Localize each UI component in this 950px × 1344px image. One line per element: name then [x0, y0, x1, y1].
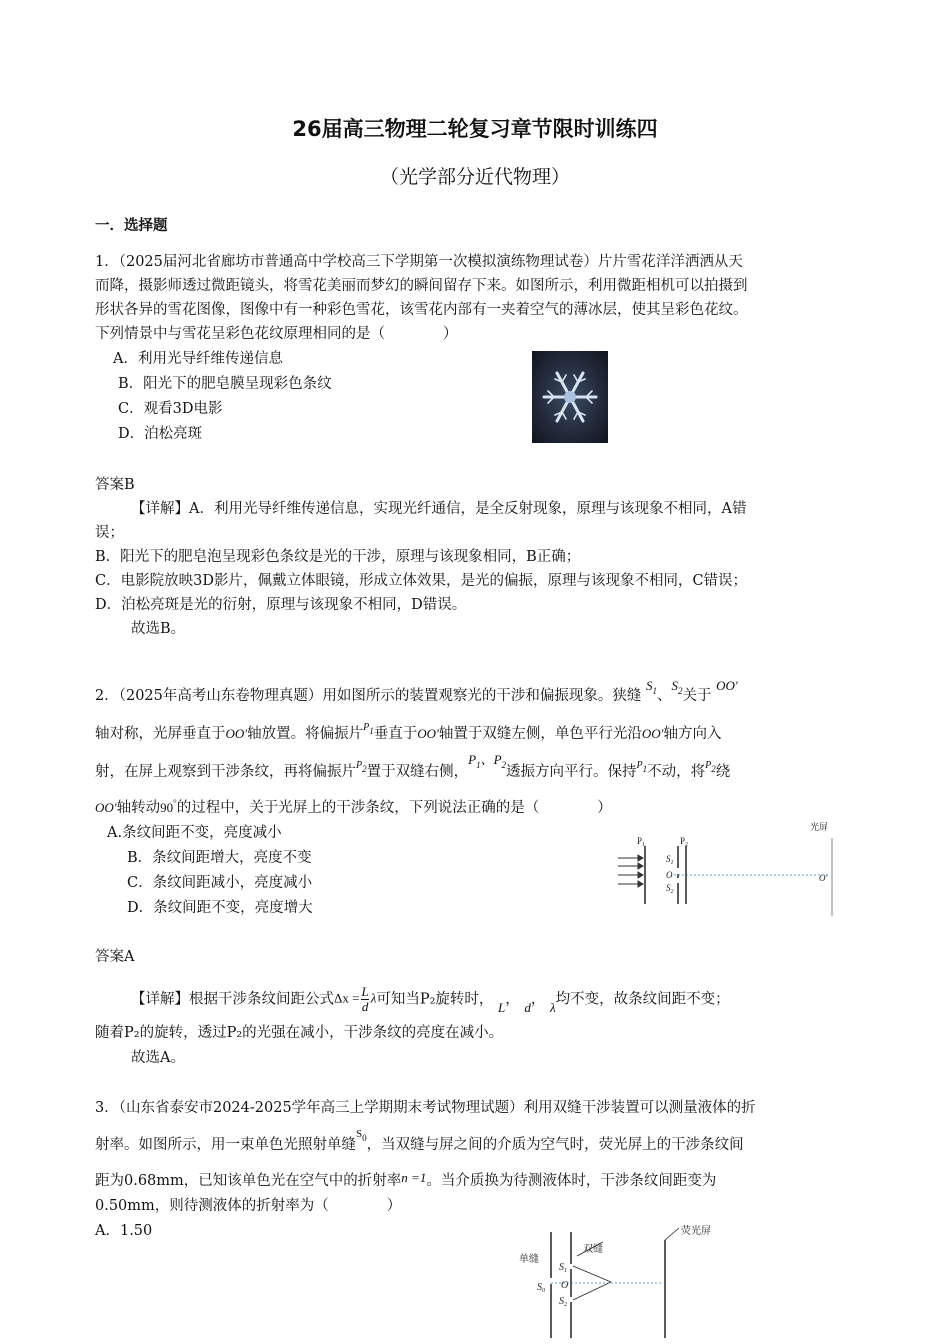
formula-lambda: λ [370, 990, 377, 1006]
double-slit-label: 双缝 [583, 1244, 603, 1255]
subscript: 1 [642, 764, 648, 774]
angle-value: 90 [160, 800, 174, 815]
symbol-s: S [645, 678, 653, 693]
symbol-oo: OO′ [95, 800, 117, 815]
s1-label: $S_1$ [666, 854, 674, 866]
symbol-p: P [493, 752, 502, 767]
section-heading: 一．选择题 [95, 218, 168, 234]
p2-label: $P_2$ [680, 836, 689, 848]
symbol-p: P [468, 752, 477, 767]
q2-option-d: D．条纹间距不变，亮度增大 [127, 900, 313, 916]
symbol-oo: OO′ [641, 726, 664, 741]
question-1 [95, 250, 748, 346]
symbol-oo: OO′ [417, 726, 439, 741]
text: 轴转动 [116, 800, 161, 816]
text: 距为0.68mm，已知该单色光在空气中的折射率 [95, 1173, 402, 1189]
page-title: 26届高三物理二轮复习章节限时训练四 [292, 117, 658, 141]
s2-label: $S_2$ [559, 1296, 567, 1308]
text: ，当双缝与屏之间的介质为空气时，荧光屏上的干涉条纹间 [366, 1137, 744, 1153]
q2-answer: 答案A [95, 949, 135, 965]
subscript: 1 [652, 686, 657, 696]
q2-line-1 [95, 678, 738, 709]
separator: ， [530, 991, 546, 1008]
snowflake-photo [532, 351, 608, 443]
var-l: L [498, 999, 506, 1015]
q3-line-3 [95, 1169, 716, 1193]
formula-n: n =1 [401, 1170, 427, 1185]
text: 垂直于 [373, 726, 418, 742]
symbol-p: P [356, 760, 363, 771]
o-label: O [666, 870, 673, 880]
separator: 、 [480, 752, 494, 767]
text: 2．（2025年高考山东卷物理真题）用如图所示的装置观察光的干涉和偏振现象。狭缝 [95, 688, 642, 704]
subscript: 2 [711, 764, 716, 774]
q1-line: 1．（2025届河北省廊坊市普通高中学校高三下学期第一次模拟演练物理试卷）片片雪花洋洋洒洒从天 [95, 254, 743, 270]
q1-line: 下列情景中与雪花呈彩色花纹原理相同的是（ ） [95, 326, 458, 342]
q1-answer: 答案B [95, 477, 135, 493]
o-label: O [561, 1280, 569, 1291]
q2-explain-1 [131, 985, 730, 1014]
symbol-s: S [671, 678, 678, 693]
q2-option-a: A.条纹间距不变，亮度减小 [107, 825, 282, 841]
q3-option-a: A．1.50 [95, 1223, 153, 1239]
page-subtitle: （光学部分近代物理） [379, 166, 570, 188]
text: 置于双缝右侧， [366, 764, 469, 780]
q2-explain-2: 随着P₂的旋转，透过P₂的光强在减小，干涉条纹的亮度在减小。 [95, 1025, 504, 1041]
o-prime-label: O′ [819, 873, 828, 883]
symbol-p: P [705, 760, 712, 771]
q2-line-4 [95, 796, 612, 821]
interference-polarizer-diagram [612, 818, 838, 918]
subscript: 2 [677, 686, 683, 696]
q1-options [113, 347, 332, 447]
formula [334, 985, 376, 1014]
text: 绕 [715, 764, 731, 780]
q1-option-d: D．泊松亮斑 [118, 426, 203, 442]
q2-option-b: B．条纹间距增大，亮度不变 [127, 850, 312, 866]
var-d: d [524, 999, 531, 1015]
q1-option-a: A．利用光导纤维传递信息 [113, 351, 283, 367]
s2-label: $S_2$ [666, 883, 674, 895]
subscript: 2 [362, 764, 367, 774]
degree-sign: ° [173, 798, 177, 808]
q2-options [107, 821, 313, 921]
subscript: 1 [369, 726, 374, 736]
screen-label: 光屏 [810, 822, 829, 832]
p1-label: $P_1$ [637, 836, 646, 848]
q1-explanation [95, 497, 747, 641]
q2-explain-3: 故选A。 [131, 1050, 185, 1066]
text: 轴对称，光屏垂直于 [95, 726, 226, 742]
q2-line-2 [95, 722, 721, 748]
text: 不动，将 [647, 764, 706, 780]
q2-line-3 [95, 752, 731, 786]
formula-l: L [361, 984, 369, 999]
symbol-s: S [356, 1128, 363, 1140]
q3-line-4: 0.50mm，则待测液体的折射率为（ ） [95, 1198, 402, 1214]
q1-option-b: B．阳光下的肥皂膜呈现彩色条纹 [118, 376, 332, 392]
text: 关于 [682, 688, 712, 704]
text: 轴置于双缝左侧，单色平行光沿 [438, 726, 642, 742]
s0-label: $S_0$ [537, 1282, 545, 1294]
var-lambda: λ [549, 999, 556, 1015]
explain-line: 误； [95, 525, 124, 541]
subscript: 2 [501, 760, 507, 770]
text: 射率。如图所示，用一束单色光照射单缝 [95, 1137, 356, 1153]
s1-label: $S_1$ [559, 1262, 567, 1274]
single-slit-label: 单缝 [519, 1254, 539, 1265]
double-slit-diagram [515, 1222, 720, 1340]
explain-line: 故选B。 [131, 621, 186, 637]
explain-line: 【详解】A．利用光导纤维传递信息，实现光纤通信，是全反射现象，原理与该现象不相同，A错 [131, 501, 747, 517]
text: 的过程中，关于光屏上的干涉条纹，下列说法正确的是（ ） [176, 800, 612, 816]
q2-option-c: C．条纹间距减小，亮度减小 [127, 875, 313, 891]
explain-line: C．电影院放映3D影片，佩戴立体眼镜，形成立体效果，是光的偏振，原理与该现象不相同，C错误； [95, 573, 748, 589]
q1-option-c: C．观看3D电影 [118, 401, 223, 417]
symbol-p: P [636, 760, 643, 771]
formula-dx: Δx = [334, 990, 360, 1006]
formula-d: d [361, 999, 369, 1014]
subscript: 1 [476, 760, 481, 770]
symbol-oo: OO′ [225, 726, 248, 741]
explain-line: D．泊松亮斑是光的衍射，原理与该现象不相同，D错误。 [95, 597, 467, 613]
separator: ， [505, 991, 520, 1008]
q1-line: 形状各异的雪花图像，图像中有一种彩色雪花，该雪花内部有一夹着空气的薄冰层，使其呈彩色花纹。 [95, 302, 748, 318]
q3-line-2 [95, 1128, 744, 1158]
text: 透振方向平行。保持 [506, 764, 637, 780]
symbol-oo: OO′ [716, 678, 738, 693]
text: 射，在屏上观察到干涉条纹，再将偏振片 [95, 764, 356, 780]
text: 。当介质换为待测液体时，干涉条纹间距变为 [426, 1173, 717, 1189]
text: 均不变，故条纹间距不变； [555, 991, 730, 1008]
q1-line: 而降，摄影师透过微距镜头，将雪花美丽而梦幻的瞬间留存下来。如图所示，利用微距相机可以拍摄到 [95, 278, 748, 294]
text: 可知当P₂旋转时， [376, 991, 494, 1008]
q3-line-1: 3．（山东省泰安市2024-2025学年高三上学期期末考试物理试题）利用双缝干涉装置可以测量液体的折 [95, 1100, 756, 1116]
explain-line: B．阳光下的肥皂泡呈现彩色条纹是光的干涉，原理与该现象相同，B正确； [95, 549, 581, 565]
subscript: 0 [362, 1133, 367, 1143]
separator: 、 [656, 688, 672, 704]
screen-label: 荧光屏 [681, 1226, 711, 1237]
text: 轴方向入 [663, 726, 722, 742]
text: 【详解】根据干涉条纹间距公式 [131, 991, 334, 1008]
symbol-p: P [363, 722, 370, 733]
text: 轴放置。将偏振片 [247, 726, 364, 742]
